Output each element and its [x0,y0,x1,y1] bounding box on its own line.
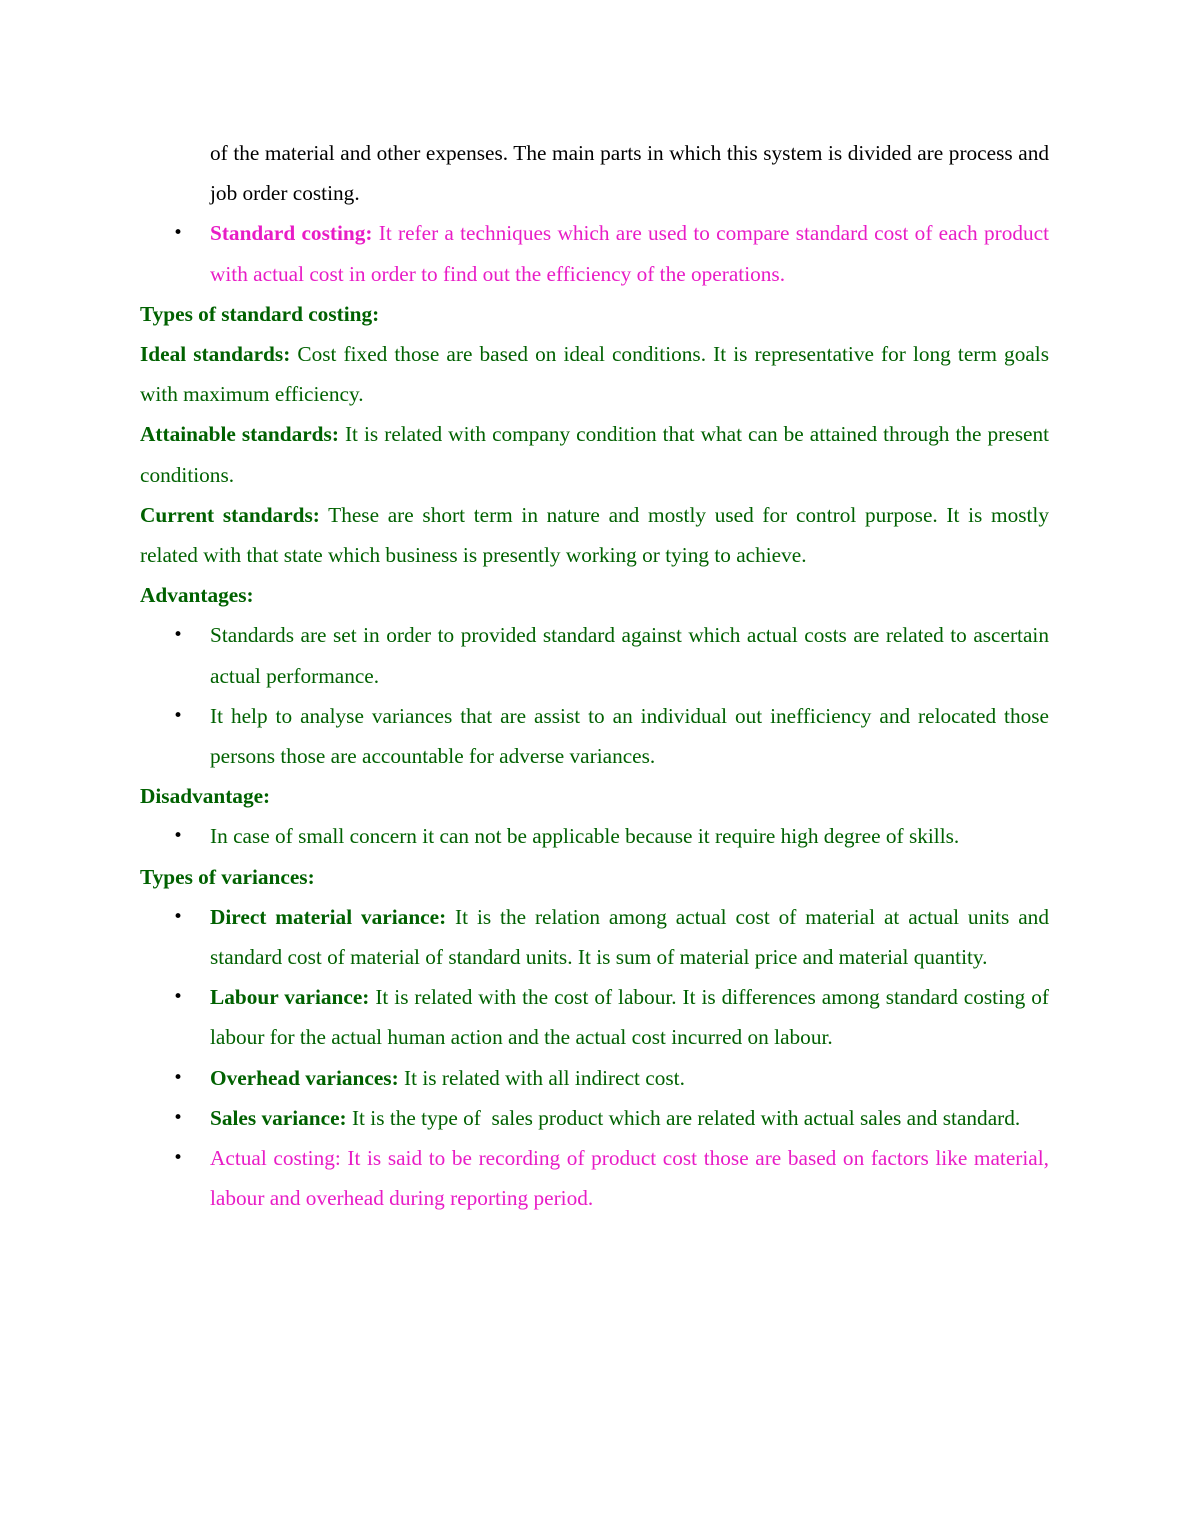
standard-costing-text: It refer a techniques which are used to compare standard cost of each product with actual cost in order to find out the efficiency of the operations. [210,221,1050,286]
variance-term: Labour variance: [210,985,370,1010]
variance-item-direct-material [140,897,1049,977]
current-standards-term: Current standards: [140,502,320,527]
advantage-item [140,615,1049,695]
variance-item-overhead [140,1058,1049,1098]
advantage-text: Standards are set in order to provided standard against which actual costs are related to ascertain actual performance. [210,623,1049,688]
variance-term: Direct material variance: [210,904,447,929]
disadvantage-item [140,816,1049,856]
variance-text: It is the relation among actual cost of material at actual units and standard cost of material of standard units. It is sum of material price and material quantity. [210,904,1049,970]
variances-heading: Types of variances: [140,864,315,889]
bullet-icon: • [173,826,184,847]
attainable-standards-term: Attainable standards: [140,422,339,447]
variance-term: Sales variance: [210,1105,347,1130]
bullet-icon: • [173,705,184,726]
standard-costing-item [140,213,1049,293]
advantage-text: It help to analyse variances that are assist to an individual out inefficiency and relocated those persons those are accountable for adverse variances. [210,703,1049,769]
bullet-icon: • [173,1148,184,1169]
ideal-standards-text: Cost fixed those are based on ideal conditions. It is representative for long term goals with maximum efficiency. [140,342,1049,407]
ideal-standards-para [140,334,1049,414]
attainable-standards-para [140,414,1049,494]
current-standards-para [140,495,1049,575]
variance-term: Overhead variances: [210,1065,399,1090]
advantages-heading: Advantages: [140,583,254,608]
bullet-icon: • [173,223,184,244]
actual-costing-item [140,1138,1049,1218]
variance-text: It is related with the cost of labour. It is differences among standard costing of labour for the actual human action and the actual cost incurred on labour. [210,985,1050,1050]
variance-text: It is the type of sales product which are related with actual sales and standard. [346,1105,1021,1130]
ideal-standards-term: Ideal standards: [140,342,291,367]
advantage-item [140,696,1049,776]
actual-costing-text: Actual costing: It is said to be recording of product cost those are based on factors like material, labour and overhead during reporting period. [210,1146,1049,1211]
bullet-icon: • [173,625,184,646]
intro-continuation: of the material and other expenses. The main parts in which this system is divided are process and job order costing. [210,141,1049,206]
current-standards-text: These are short term in nature and mostly used for control purpose. It is mostly related with that state which business is presently working or tying to achieve. [140,502,1049,568]
bullet-icon: • [173,1067,184,1088]
standard-costing-term: Standard costing: [210,221,373,246]
variance-text: It is related with all indirect cost. [398,1065,685,1090]
disadvantage-heading: Disadvantage: [140,784,271,809]
variance-item-sales [140,1098,1049,1138]
variance-item-labour [140,977,1049,1057]
document-page [140,133,1049,1218]
types-standard-heading: Types of standard costing: [140,301,380,326]
disadvantage-text: In case of small concern it can not be applicable because it require high degree of skills. [210,824,960,849]
bullet-icon: • [173,906,184,927]
bullet-icon: • [173,987,184,1008]
attainable-standards-text: It is related with company condition that what can be attained through the present conditions. [140,422,1050,487]
bullet-icon: • [173,1107,184,1128]
